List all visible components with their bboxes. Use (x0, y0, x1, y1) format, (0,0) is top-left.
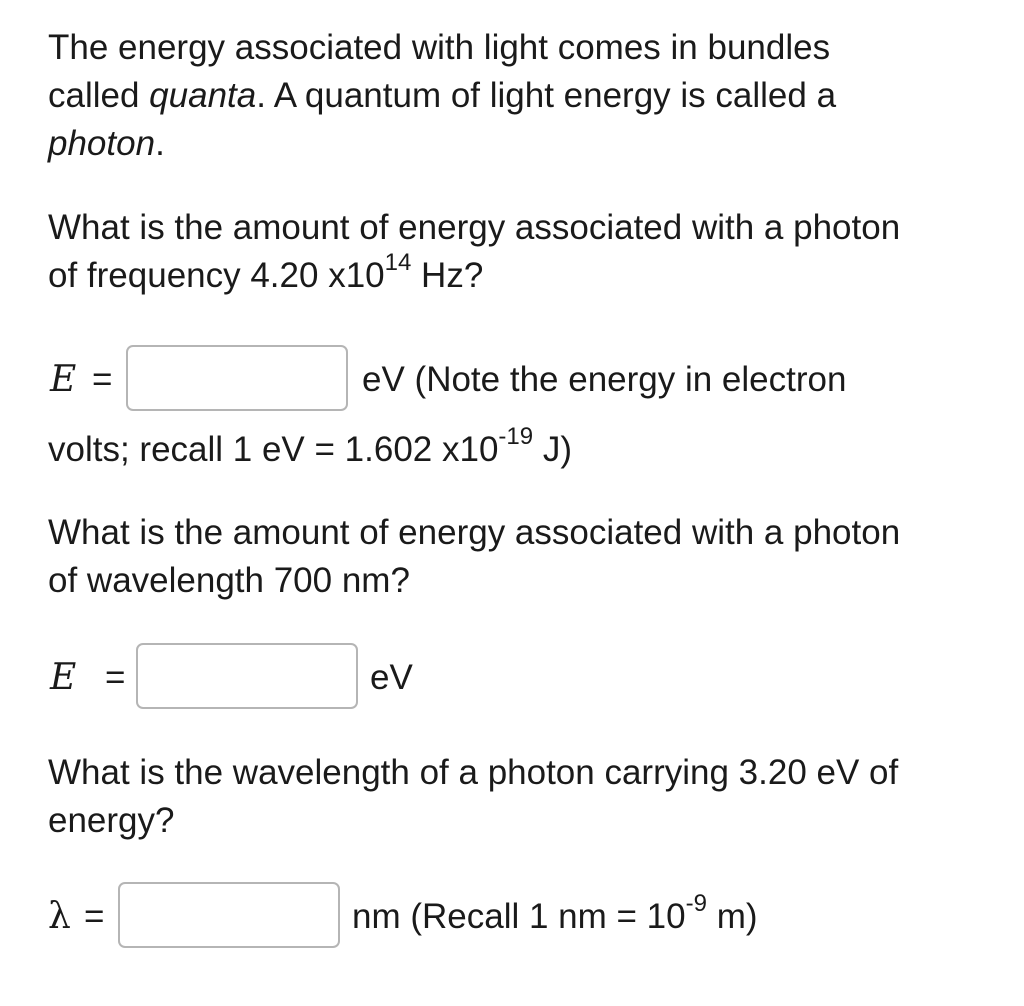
unit-note: eV (Note the energy in electron (362, 360, 847, 399)
question-1-text (48, 204, 984, 300)
ev-exponent: -19 (498, 423, 534, 451)
frequency-exponent: 14 (384, 249, 412, 277)
intro-paragraph (48, 24, 984, 168)
question-3-line-1: What is the wavelength of a photon carrying 3.20 eV of (48, 753, 899, 792)
energy-symbol: E (50, 359, 77, 400)
intro-line-1: The energy associated with light comes in bundles (48, 28, 831, 67)
equals-sign: = (84, 897, 105, 936)
intro-line-2: called quanta. A quantum of light energy is called a (48, 76, 837, 115)
energy-wavelength-input[interactable] (136, 643, 358, 709)
energy-frequency-input[interactable] (126, 345, 348, 411)
answer-row-2 (48, 643, 548, 713)
nm-exponent: -9 (685, 890, 707, 918)
question-2-line-1: What is the amount of energy associated with a photon (48, 513, 901, 552)
unit-note: nm (Recall 1 nm = $10^{-9}$ m) (352, 890, 758, 936)
question-2-line-2: of wavelength 700 nm? (48, 561, 410, 600)
question-1-line-1: What is the amount of energy associated with a photon (48, 208, 901, 247)
question-3-text (48, 749, 984, 845)
wavelength-input[interactable] (118, 882, 340, 948)
question-2-text (48, 509, 984, 605)
intro-line-3: photon. (48, 124, 165, 163)
unit-label: eV (370, 658, 413, 697)
energy-symbol: E (50, 657, 77, 698)
lambda-symbol: λ (48, 896, 71, 937)
answer-row-3 (48, 882, 948, 952)
question-1-line-2: of frequency 4.20 $x10^{14}$ Hz? (48, 249, 484, 295)
question-1-note: volts; recall 1 eV = 1.602 $x10^{-19}$ J) (48, 423, 572, 469)
equals-sign: = (105, 658, 126, 697)
photon-term: photon (48, 124, 156, 163)
answer-row-1 (48, 345, 948, 415)
question-3-line-2: energy? (48, 801, 175, 840)
equals-sign: = (92, 360, 113, 399)
quanta-term: quanta (149, 76, 257, 115)
